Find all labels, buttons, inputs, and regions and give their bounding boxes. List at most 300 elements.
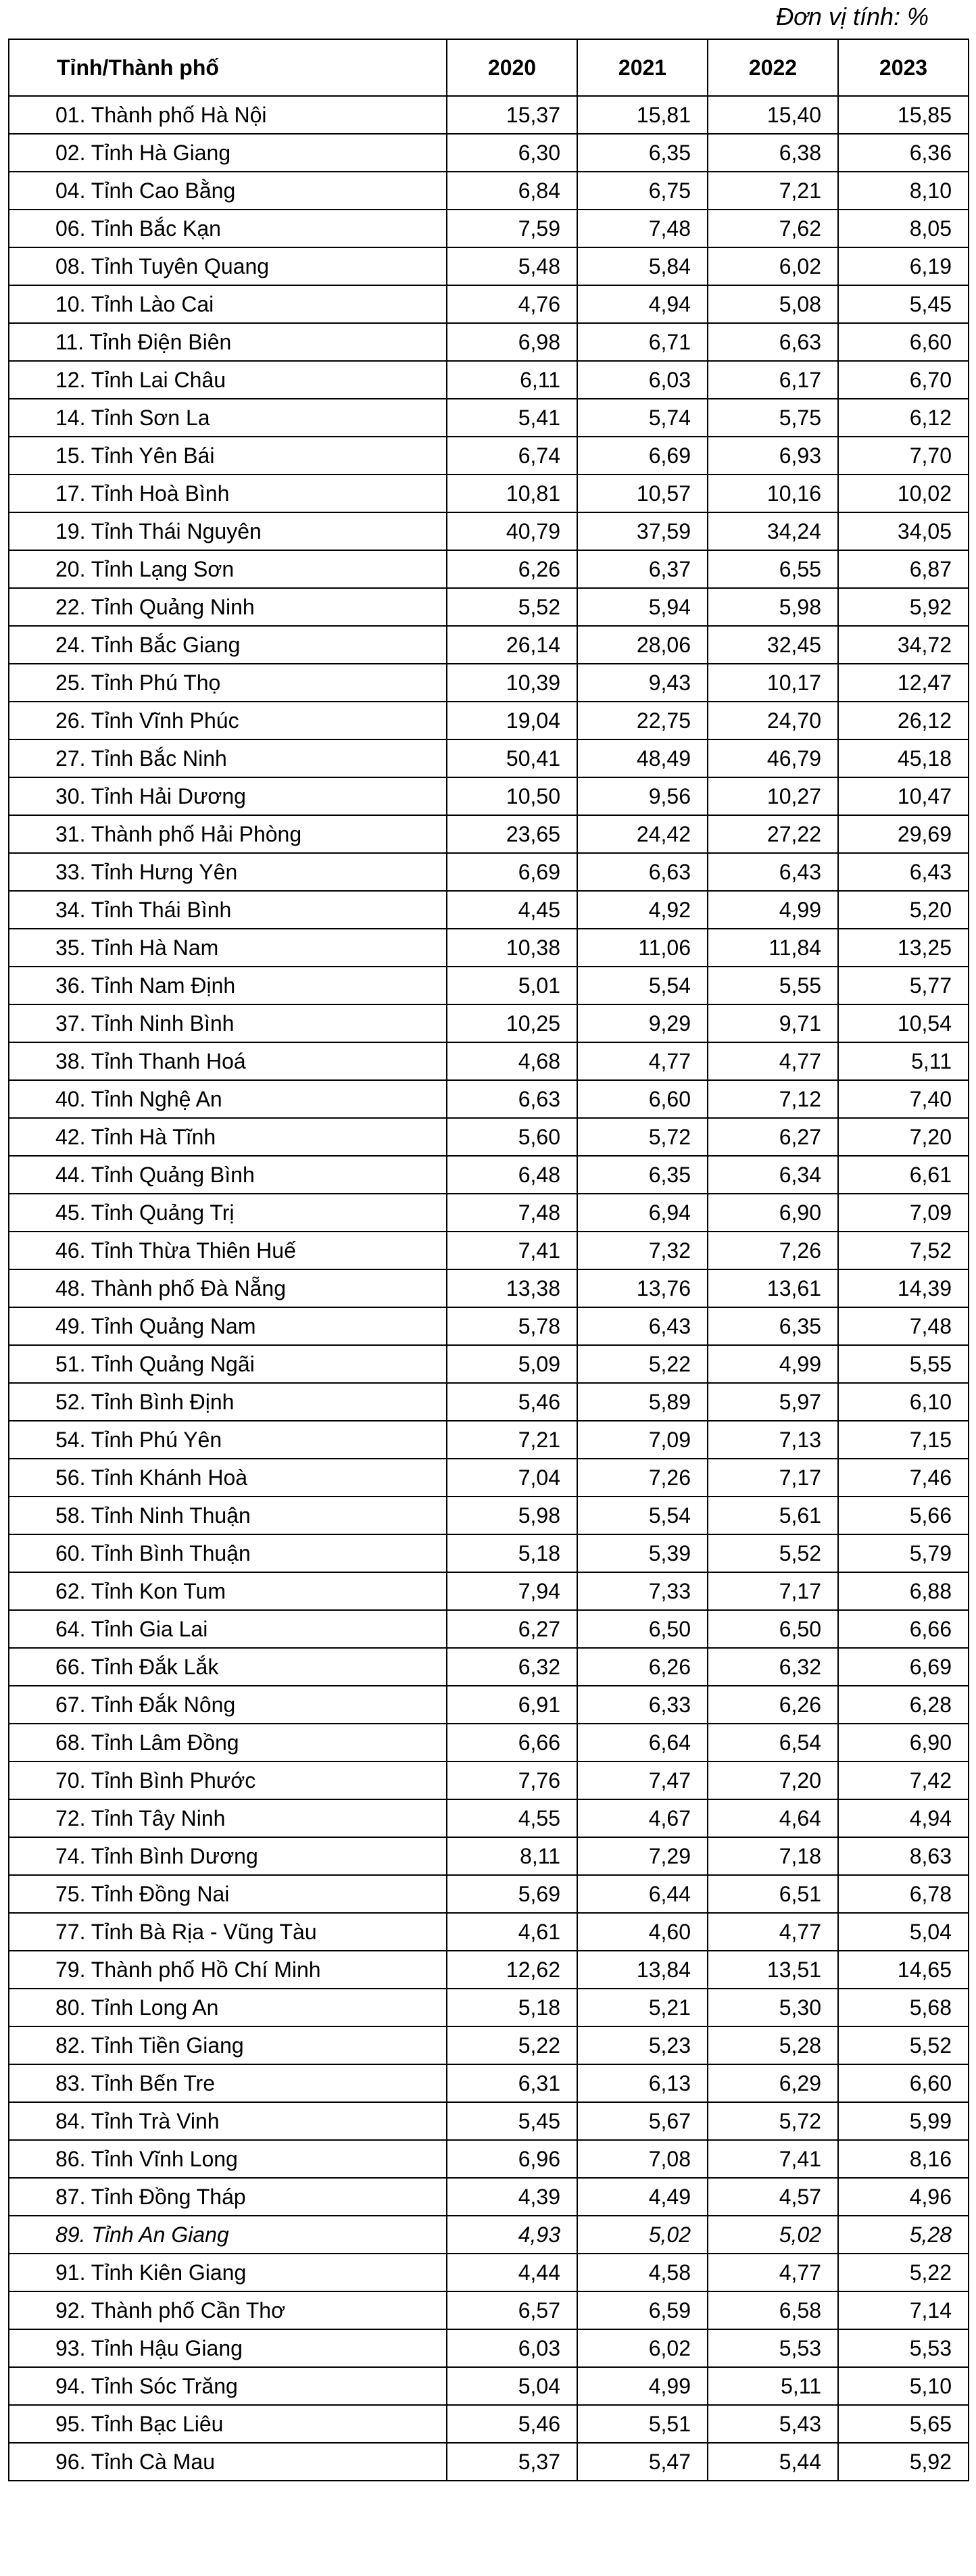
table-row xyxy=(9,664,969,702)
province-name-cell: 19. Tỉnh Thái Nguyên xyxy=(9,512,447,550)
value-cell-2021: 6,75 xyxy=(577,172,708,210)
value-cell-2022: 34,24 xyxy=(708,512,838,550)
value-cell-2022: 15,40 xyxy=(708,96,838,134)
value-cell-2022: 7,21 xyxy=(708,172,838,210)
table-row xyxy=(9,702,969,739)
value-cell-2021: 5,22 xyxy=(577,1345,708,1383)
value-cell-2021: 6,35 xyxy=(577,134,708,172)
value-cell-2020: 6,57 xyxy=(447,2291,577,2329)
table-row xyxy=(9,1724,969,1761)
value-cell-2023: 5,45 xyxy=(838,285,969,323)
value-cell-2020: 5,52 xyxy=(447,588,577,626)
value-cell-2021: 5,54 xyxy=(577,1497,708,1534)
table-row xyxy=(9,247,969,285)
value-cell-2023: 5,04 xyxy=(838,1913,969,1951)
table-row xyxy=(9,1761,969,1799)
value-cell-2020: 10,25 xyxy=(447,1004,577,1042)
value-cell-2022: 24,70 xyxy=(708,702,838,739)
value-cell-2021: 4,92 xyxy=(577,891,708,929)
value-cell-2020: 4,45 xyxy=(447,891,577,929)
value-cell-2021: 6,02 xyxy=(577,2329,708,2367)
province-name-cell: 14. Tỉnh Sơn La xyxy=(9,399,447,437)
value-cell-2023: 5,79 xyxy=(838,1534,969,1572)
value-cell-2022: 6,34 xyxy=(708,1156,838,1194)
table-row xyxy=(9,2140,969,2178)
value-cell-2021: 15,81 xyxy=(577,96,708,134)
value-cell-2022: 4,64 xyxy=(708,1799,838,1837)
value-cell-2021: 6,43 xyxy=(577,1307,708,1345)
table-row xyxy=(9,361,969,399)
value-cell-2020: 7,41 xyxy=(447,1232,577,1269)
value-cell-2021: 6,35 xyxy=(577,1156,708,1194)
value-cell-2021: 4,58 xyxy=(577,2254,708,2291)
value-cell-2020: 4,44 xyxy=(447,2254,577,2291)
value-cell-2021: 7,08 xyxy=(577,2140,708,2178)
value-cell-2023: 5,20 xyxy=(838,891,969,929)
province-name-cell: 40. Tỉnh Nghệ An xyxy=(9,1080,447,1118)
value-cell-2023: 8,05 xyxy=(838,210,969,247)
value-cell-2020: 5,46 xyxy=(447,2405,577,2443)
value-cell-2023: 6,69 xyxy=(838,1648,969,1686)
column-header-2020: 2020 xyxy=(447,39,577,96)
table-row xyxy=(9,588,969,626)
value-cell-2020: 5,48 xyxy=(447,247,577,285)
province-name-cell: 02. Tỉnh Hà Giang xyxy=(9,134,447,172)
province-name-cell: 93. Tỉnh Hậu Giang xyxy=(9,2329,447,2367)
value-cell-2021: 7,29 xyxy=(577,1837,708,1875)
table-row xyxy=(9,1837,969,1875)
province-name-cell: 38. Tỉnh Thanh Hoá xyxy=(9,1042,447,1080)
column-header-province: Tỉnh/Thành phố xyxy=(9,39,447,96)
province-name-cell: 66. Tỉnh Đắk Lắk xyxy=(9,1648,447,1686)
value-cell-2021: 22,75 xyxy=(577,702,708,739)
value-cell-2020: 4,76 xyxy=(447,285,577,323)
value-cell-2022: 5,97 xyxy=(708,1383,838,1421)
value-cell-2021: 37,59 xyxy=(577,512,708,550)
value-cell-2023: 7,46 xyxy=(838,1459,969,1497)
value-cell-2021: 6,60 xyxy=(577,1080,708,1118)
value-cell-2022: 6,32 xyxy=(708,1648,838,1686)
value-cell-2020: 5,98 xyxy=(447,1497,577,1534)
province-name-cell: 52. Tỉnh Bình Định xyxy=(9,1383,447,1421)
table-row xyxy=(9,1686,969,1724)
table-row xyxy=(9,134,969,172)
value-cell-2023: 6,19 xyxy=(838,247,969,285)
value-cell-2021: 5,94 xyxy=(577,588,708,626)
value-cell-2020: 40,79 xyxy=(447,512,577,550)
province-name-cell: 20. Tỉnh Lạng Sơn xyxy=(9,550,447,588)
value-cell-2022: 6,63 xyxy=(708,323,838,361)
value-cell-2023: 6,36 xyxy=(838,134,969,172)
value-cell-2023: 7,09 xyxy=(838,1194,969,1232)
value-cell-2022: 6,17 xyxy=(708,361,838,399)
value-cell-2020: 6,98 xyxy=(447,323,577,361)
value-cell-2022: 5,72 xyxy=(708,2102,838,2140)
value-cell-2021: 5,02 xyxy=(577,2216,708,2254)
value-cell-2023: 10,02 xyxy=(838,475,969,512)
value-cell-2022: 5,08 xyxy=(708,285,838,323)
value-cell-2022: 5,30 xyxy=(708,1989,838,2026)
value-cell-2020: 8,11 xyxy=(447,1837,577,1875)
value-cell-2021: 6,03 xyxy=(577,361,708,399)
value-cell-2023: 10,54 xyxy=(838,1004,969,1042)
province-name-cell: 15. Tỉnh Yên Bái xyxy=(9,437,447,475)
value-cell-2020: 6,84 xyxy=(447,172,577,210)
table-row xyxy=(9,967,969,1004)
value-cell-2020: 5,18 xyxy=(447,1534,577,1572)
table-row xyxy=(9,2405,969,2443)
value-cell-2022: 6,43 xyxy=(708,853,838,891)
province-name-cell: 92. Thành phố Cần Thơ xyxy=(9,2291,447,2329)
value-cell-2021: 5,54 xyxy=(577,967,708,1004)
column-header-2022: 2022 xyxy=(708,39,838,96)
province-name-cell: 54. Tỉnh Phú Yên xyxy=(9,1421,447,1459)
table-row xyxy=(9,96,969,134)
value-cell-2022: 11,84 xyxy=(708,929,838,967)
table-row xyxy=(9,323,969,361)
value-cell-2022: 4,77 xyxy=(708,1042,838,1080)
table-row xyxy=(9,1042,969,1080)
value-cell-2022: 9,71 xyxy=(708,1004,838,1042)
value-cell-2021: 24,42 xyxy=(577,815,708,853)
value-cell-2022: 13,51 xyxy=(708,1951,838,1989)
table-row xyxy=(9,1269,969,1307)
table-row xyxy=(9,2216,969,2254)
value-cell-2020: 5,78 xyxy=(447,1307,577,1345)
value-cell-2023: 5,65 xyxy=(838,2405,969,2443)
province-name-cell: 24. Tỉnh Bắc Giang xyxy=(9,626,447,664)
value-cell-2020: 5,22 xyxy=(447,2026,577,2064)
value-cell-2020: 5,37 xyxy=(447,2443,577,2481)
value-cell-2023: 5,11 xyxy=(838,1042,969,1080)
value-cell-2021: 5,51 xyxy=(577,2405,708,2443)
table-row xyxy=(9,1459,969,1497)
value-cell-2021: 6,37 xyxy=(577,550,708,588)
province-name-cell: 89. Tỉnh An Giang xyxy=(9,2216,447,2254)
value-cell-2020: 5,46 xyxy=(447,1383,577,1421)
province-name-cell: 70. Tỉnh Bình Phước xyxy=(9,1761,447,1799)
province-name-cell: 06. Tỉnh Bắc Kạn xyxy=(9,210,447,247)
value-cell-2022: 5,61 xyxy=(708,1497,838,1534)
value-cell-2023: 7,70 xyxy=(838,437,969,475)
province-name-cell: 36. Tỉnh Nam Định xyxy=(9,967,447,1004)
value-cell-2023: 12,47 xyxy=(838,664,969,702)
province-name-cell: 45. Tỉnh Quảng Trị xyxy=(9,1194,447,1232)
value-cell-2023: 5,10 xyxy=(838,2367,969,2405)
province-name-cell: 37. Tỉnh Ninh Bình xyxy=(9,1004,447,1042)
table-row xyxy=(9,1648,969,1686)
province-name-cell: 56. Tỉnh Khánh Hoà xyxy=(9,1459,447,1497)
value-cell-2021: 4,60 xyxy=(577,1913,708,1951)
value-cell-2020: 4,55 xyxy=(447,1799,577,1837)
table-row xyxy=(9,815,969,853)
value-cell-2023: 6,12 xyxy=(838,399,969,437)
value-cell-2021: 7,32 xyxy=(577,1232,708,1269)
value-cell-2022: 7,12 xyxy=(708,1080,838,1118)
value-cell-2022: 6,38 xyxy=(708,134,838,172)
value-cell-2022: 6,93 xyxy=(708,437,838,475)
value-cell-2023: 6,70 xyxy=(838,361,969,399)
table-row xyxy=(9,1345,969,1383)
value-cell-2022: 7,20 xyxy=(708,1761,838,1799)
value-cell-2023: 5,77 xyxy=(838,967,969,1004)
province-name-cell: 04. Tỉnh Cao Bằng xyxy=(9,172,447,210)
province-name-cell: 75. Tỉnh Đồng Nai xyxy=(9,1875,447,1913)
value-cell-2020: 6,03 xyxy=(447,2329,577,2367)
value-cell-2020: 6,66 xyxy=(447,1724,577,1761)
table-row xyxy=(9,437,969,475)
value-cell-2023: 8,63 xyxy=(838,1837,969,1875)
province-name-cell: 30. Tỉnh Hải Dương xyxy=(9,777,447,815)
value-cell-2021: 5,84 xyxy=(577,247,708,285)
value-cell-2022: 5,52 xyxy=(708,1534,838,1572)
value-cell-2023: 29,69 xyxy=(838,815,969,853)
province-name-cell: 25. Tỉnh Phú Thọ xyxy=(9,664,447,702)
value-cell-2021: 7,09 xyxy=(577,1421,708,1459)
table-row xyxy=(9,626,969,664)
value-cell-2023: 5,55 xyxy=(838,1345,969,1383)
value-cell-2021: 6,69 xyxy=(577,437,708,475)
value-cell-2021: 4,77 xyxy=(577,1042,708,1080)
value-cell-2020: 4,61 xyxy=(447,1913,577,1951)
unit-label: Đơn vị tính: % xyxy=(776,3,929,30)
table-row xyxy=(9,2178,969,2216)
value-cell-2023: 7,15 xyxy=(838,1421,969,1459)
value-cell-2023: 5,92 xyxy=(838,2443,969,2481)
value-cell-2022: 5,28 xyxy=(708,2026,838,2064)
province-name-cell: 51. Tỉnh Quảng Ngãi xyxy=(9,1345,447,1383)
value-cell-2022: 6,54 xyxy=(708,1724,838,1761)
value-cell-2021: 5,74 xyxy=(577,399,708,437)
value-cell-2020: 6,27 xyxy=(447,1610,577,1648)
value-cell-2020: 26,14 xyxy=(447,626,577,664)
value-cell-2020: 5,01 xyxy=(447,967,577,1004)
province-name-cell: 67. Tỉnh Đắk Nông xyxy=(9,1686,447,1724)
value-cell-2022: 5,44 xyxy=(708,2443,838,2481)
value-cell-2020: 6,63 xyxy=(447,1080,577,1118)
value-cell-2023: 5,28 xyxy=(838,2216,969,2254)
value-cell-2021: 6,33 xyxy=(577,1686,708,1724)
province-name-cell: 35. Tỉnh Hà Nam xyxy=(9,929,447,967)
value-cell-2020: 6,30 xyxy=(447,134,577,172)
value-cell-2022: 7,17 xyxy=(708,1572,838,1610)
value-cell-2022: 10,27 xyxy=(708,777,838,815)
table-row xyxy=(9,475,969,512)
table-row xyxy=(9,550,969,588)
province-name-cell: 62. Tỉnh Kon Tum xyxy=(9,1572,447,1610)
value-cell-2021: 4,94 xyxy=(577,285,708,323)
value-cell-2020: 5,60 xyxy=(447,1118,577,1156)
value-cell-2021: 6,71 xyxy=(577,323,708,361)
value-cell-2023: 5,92 xyxy=(838,588,969,626)
value-cell-2022: 6,27 xyxy=(708,1118,838,1156)
value-cell-2023: 6,61 xyxy=(838,1156,969,1194)
value-cell-2020: 5,69 xyxy=(447,1875,577,1913)
data-table xyxy=(8,39,969,2481)
value-cell-2022: 6,55 xyxy=(708,550,838,588)
province-name-cell: 79. Thành phố Hồ Chí Minh xyxy=(9,1951,447,1989)
table-row xyxy=(9,1951,969,1989)
value-cell-2021: 4,49 xyxy=(577,2178,708,2216)
value-cell-2020: 7,48 xyxy=(447,1194,577,1232)
value-cell-2022: 7,62 xyxy=(708,210,838,247)
value-cell-2022: 4,77 xyxy=(708,1913,838,1951)
value-cell-2023: 6,60 xyxy=(838,323,969,361)
value-cell-2021: 11,06 xyxy=(577,929,708,967)
value-cell-2021: 6,50 xyxy=(577,1610,708,1648)
table-row xyxy=(9,1156,969,1194)
value-cell-2021: 5,21 xyxy=(577,1989,708,2026)
value-cell-2023: 6,88 xyxy=(838,1572,969,1610)
table-row xyxy=(9,777,969,815)
value-cell-2022: 7,18 xyxy=(708,1837,838,1875)
value-cell-2020: 15,37 xyxy=(447,96,577,134)
table-row xyxy=(9,1875,969,1913)
value-cell-2023: 34,72 xyxy=(838,626,969,664)
value-cell-2020: 6,96 xyxy=(447,2140,577,2178)
province-name-cell: 10. Tỉnh Lào Cai xyxy=(9,285,447,323)
value-cell-2020: 4,68 xyxy=(447,1042,577,1080)
value-cell-2023: 6,60 xyxy=(838,2064,969,2102)
value-cell-2021: 13,84 xyxy=(577,1951,708,1989)
value-cell-2020: 5,45 xyxy=(447,2102,577,2140)
value-cell-2021: 48,49 xyxy=(577,739,708,777)
value-cell-2020: 7,94 xyxy=(447,1572,577,1610)
table-row xyxy=(9,1421,969,1459)
table-row xyxy=(9,1572,969,1610)
value-cell-2023: 7,40 xyxy=(838,1080,969,1118)
table-row xyxy=(9,1080,969,1118)
value-cell-2023: 7,14 xyxy=(838,2291,969,2329)
value-cell-2022: 5,98 xyxy=(708,588,838,626)
table-row xyxy=(9,1989,969,2026)
province-name-cell: 82. Tỉnh Tiền Giang xyxy=(9,2026,447,2064)
province-name-cell: 08. Tỉnh Tuyên Quang xyxy=(9,247,447,285)
value-cell-2022: 7,17 xyxy=(708,1459,838,1497)
province-name-cell: 83. Tỉnh Bến Tre xyxy=(9,2064,447,2102)
value-cell-2020: 6,48 xyxy=(447,1156,577,1194)
value-cell-2022: 6,02 xyxy=(708,247,838,285)
value-cell-2022: 4,99 xyxy=(708,891,838,929)
value-cell-2023: 5,99 xyxy=(838,2102,969,2140)
value-cell-2020: 10,38 xyxy=(447,929,577,967)
value-cell-2022: 5,43 xyxy=(708,2405,838,2443)
table-row xyxy=(9,1610,969,1648)
province-name-cell: 26. Tỉnh Vĩnh Phúc xyxy=(9,702,447,739)
value-cell-2021: 6,44 xyxy=(577,1875,708,1913)
province-name-cell: 86. Tỉnh Vĩnh Long xyxy=(9,2140,447,2178)
value-cell-2020: 6,91 xyxy=(447,1686,577,1724)
table-row xyxy=(9,1307,969,1345)
value-cell-2023: 34,05 xyxy=(838,512,969,550)
province-name-cell: 74. Tỉnh Bình Dương xyxy=(9,1837,447,1875)
value-cell-2020: 6,74 xyxy=(447,437,577,475)
value-cell-2021: 6,94 xyxy=(577,1194,708,1232)
value-cell-2021: 6,26 xyxy=(577,1648,708,1686)
value-cell-2021: 5,23 xyxy=(577,2026,708,2064)
value-cell-2022: 4,77 xyxy=(708,2254,838,2291)
value-cell-2020: 6,32 xyxy=(447,1648,577,1686)
value-cell-2022: 5,53 xyxy=(708,2329,838,2367)
value-cell-2023: 4,96 xyxy=(838,2178,969,2216)
table-row xyxy=(9,2367,969,2405)
province-name-cell: 95. Tỉnh Bạc Liêu xyxy=(9,2405,447,2443)
table-row xyxy=(9,1004,969,1042)
value-cell-2023: 5,52 xyxy=(838,2026,969,2064)
value-cell-2021: 5,39 xyxy=(577,1534,708,1572)
value-cell-2022: 5,55 xyxy=(708,967,838,1004)
value-cell-2020: 10,50 xyxy=(447,777,577,815)
value-cell-2022: 6,90 xyxy=(708,1194,838,1232)
value-cell-2022: 5,75 xyxy=(708,399,838,437)
value-cell-2020: 7,76 xyxy=(447,1761,577,1799)
value-cell-2022: 4,99 xyxy=(708,1345,838,1383)
table-row xyxy=(9,399,969,437)
table-row xyxy=(9,512,969,550)
province-name-cell: 96. Tỉnh Cà Mau xyxy=(9,2443,447,2481)
value-cell-2022: 10,17 xyxy=(708,664,838,702)
province-name-cell: 64. Tỉnh Gia Lai xyxy=(9,1610,447,1648)
table-row xyxy=(9,2026,969,2064)
table-body xyxy=(9,96,969,2481)
province-name-cell: 48. Thành phố Đà Nẵng xyxy=(9,1269,447,1307)
table-row xyxy=(9,1913,969,1951)
value-cell-2023: 6,90 xyxy=(838,1724,969,1761)
value-cell-2021: 28,06 xyxy=(577,626,708,664)
value-cell-2023: 6,43 xyxy=(838,853,969,891)
value-cell-2020: 5,18 xyxy=(447,1989,577,2026)
province-name-cell: 34. Tỉnh Thái Bình xyxy=(9,891,447,929)
value-cell-2022: 7,26 xyxy=(708,1232,838,1269)
value-cell-2020: 19,04 xyxy=(447,702,577,739)
value-cell-2022: 5,11 xyxy=(708,2367,838,2405)
table-row xyxy=(9,1232,969,1269)
province-name-cell: 87. Tỉnh Đồng Tháp xyxy=(9,2178,447,2216)
value-cell-2020: 7,59 xyxy=(447,210,577,247)
table-row xyxy=(9,2329,969,2367)
table-row xyxy=(9,853,969,891)
province-name-cell: 72. Tỉnh Tây Ninh xyxy=(9,1799,447,1837)
value-cell-2021: 9,43 xyxy=(577,664,708,702)
province-name-cell: 80. Tỉnh Long An xyxy=(9,1989,447,2026)
value-cell-2020: 7,04 xyxy=(447,1459,577,1497)
province-name-cell: 22. Tỉnh Quảng Ninh xyxy=(9,588,447,626)
table-row xyxy=(9,285,969,323)
value-cell-2021: 6,59 xyxy=(577,2291,708,2329)
province-name-cell: 91. Tỉnh Kiên Giang xyxy=(9,2254,447,2291)
value-cell-2022: 6,51 xyxy=(708,1875,838,1913)
value-cell-2020: 5,09 xyxy=(447,1345,577,1383)
value-cell-2021: 7,26 xyxy=(577,1459,708,1497)
value-cell-2023: 7,42 xyxy=(838,1761,969,1799)
value-cell-2021: 7,47 xyxy=(577,1761,708,1799)
value-cell-2023: 14,39 xyxy=(838,1269,969,1307)
value-cell-2023: 8,16 xyxy=(838,2140,969,2178)
province-name-cell: 42. Tỉnh Hà Tĩnh xyxy=(9,1118,447,1156)
province-name-cell: 31. Thành phố Hải Phòng xyxy=(9,815,447,853)
value-cell-2021: 6,63 xyxy=(577,853,708,891)
value-cell-2023: 5,22 xyxy=(838,2254,969,2291)
table-row xyxy=(9,2102,969,2140)
province-name-cell: 94. Tỉnh Sóc Trăng xyxy=(9,2367,447,2405)
value-cell-2022: 32,45 xyxy=(708,626,838,664)
value-cell-2021: 7,48 xyxy=(577,210,708,247)
table-row xyxy=(9,739,969,777)
value-cell-2020: 23,65 xyxy=(447,815,577,853)
province-name-cell: 44. Tỉnh Quảng Bình xyxy=(9,1156,447,1194)
table-row xyxy=(9,1194,969,1232)
table-row xyxy=(9,891,969,929)
